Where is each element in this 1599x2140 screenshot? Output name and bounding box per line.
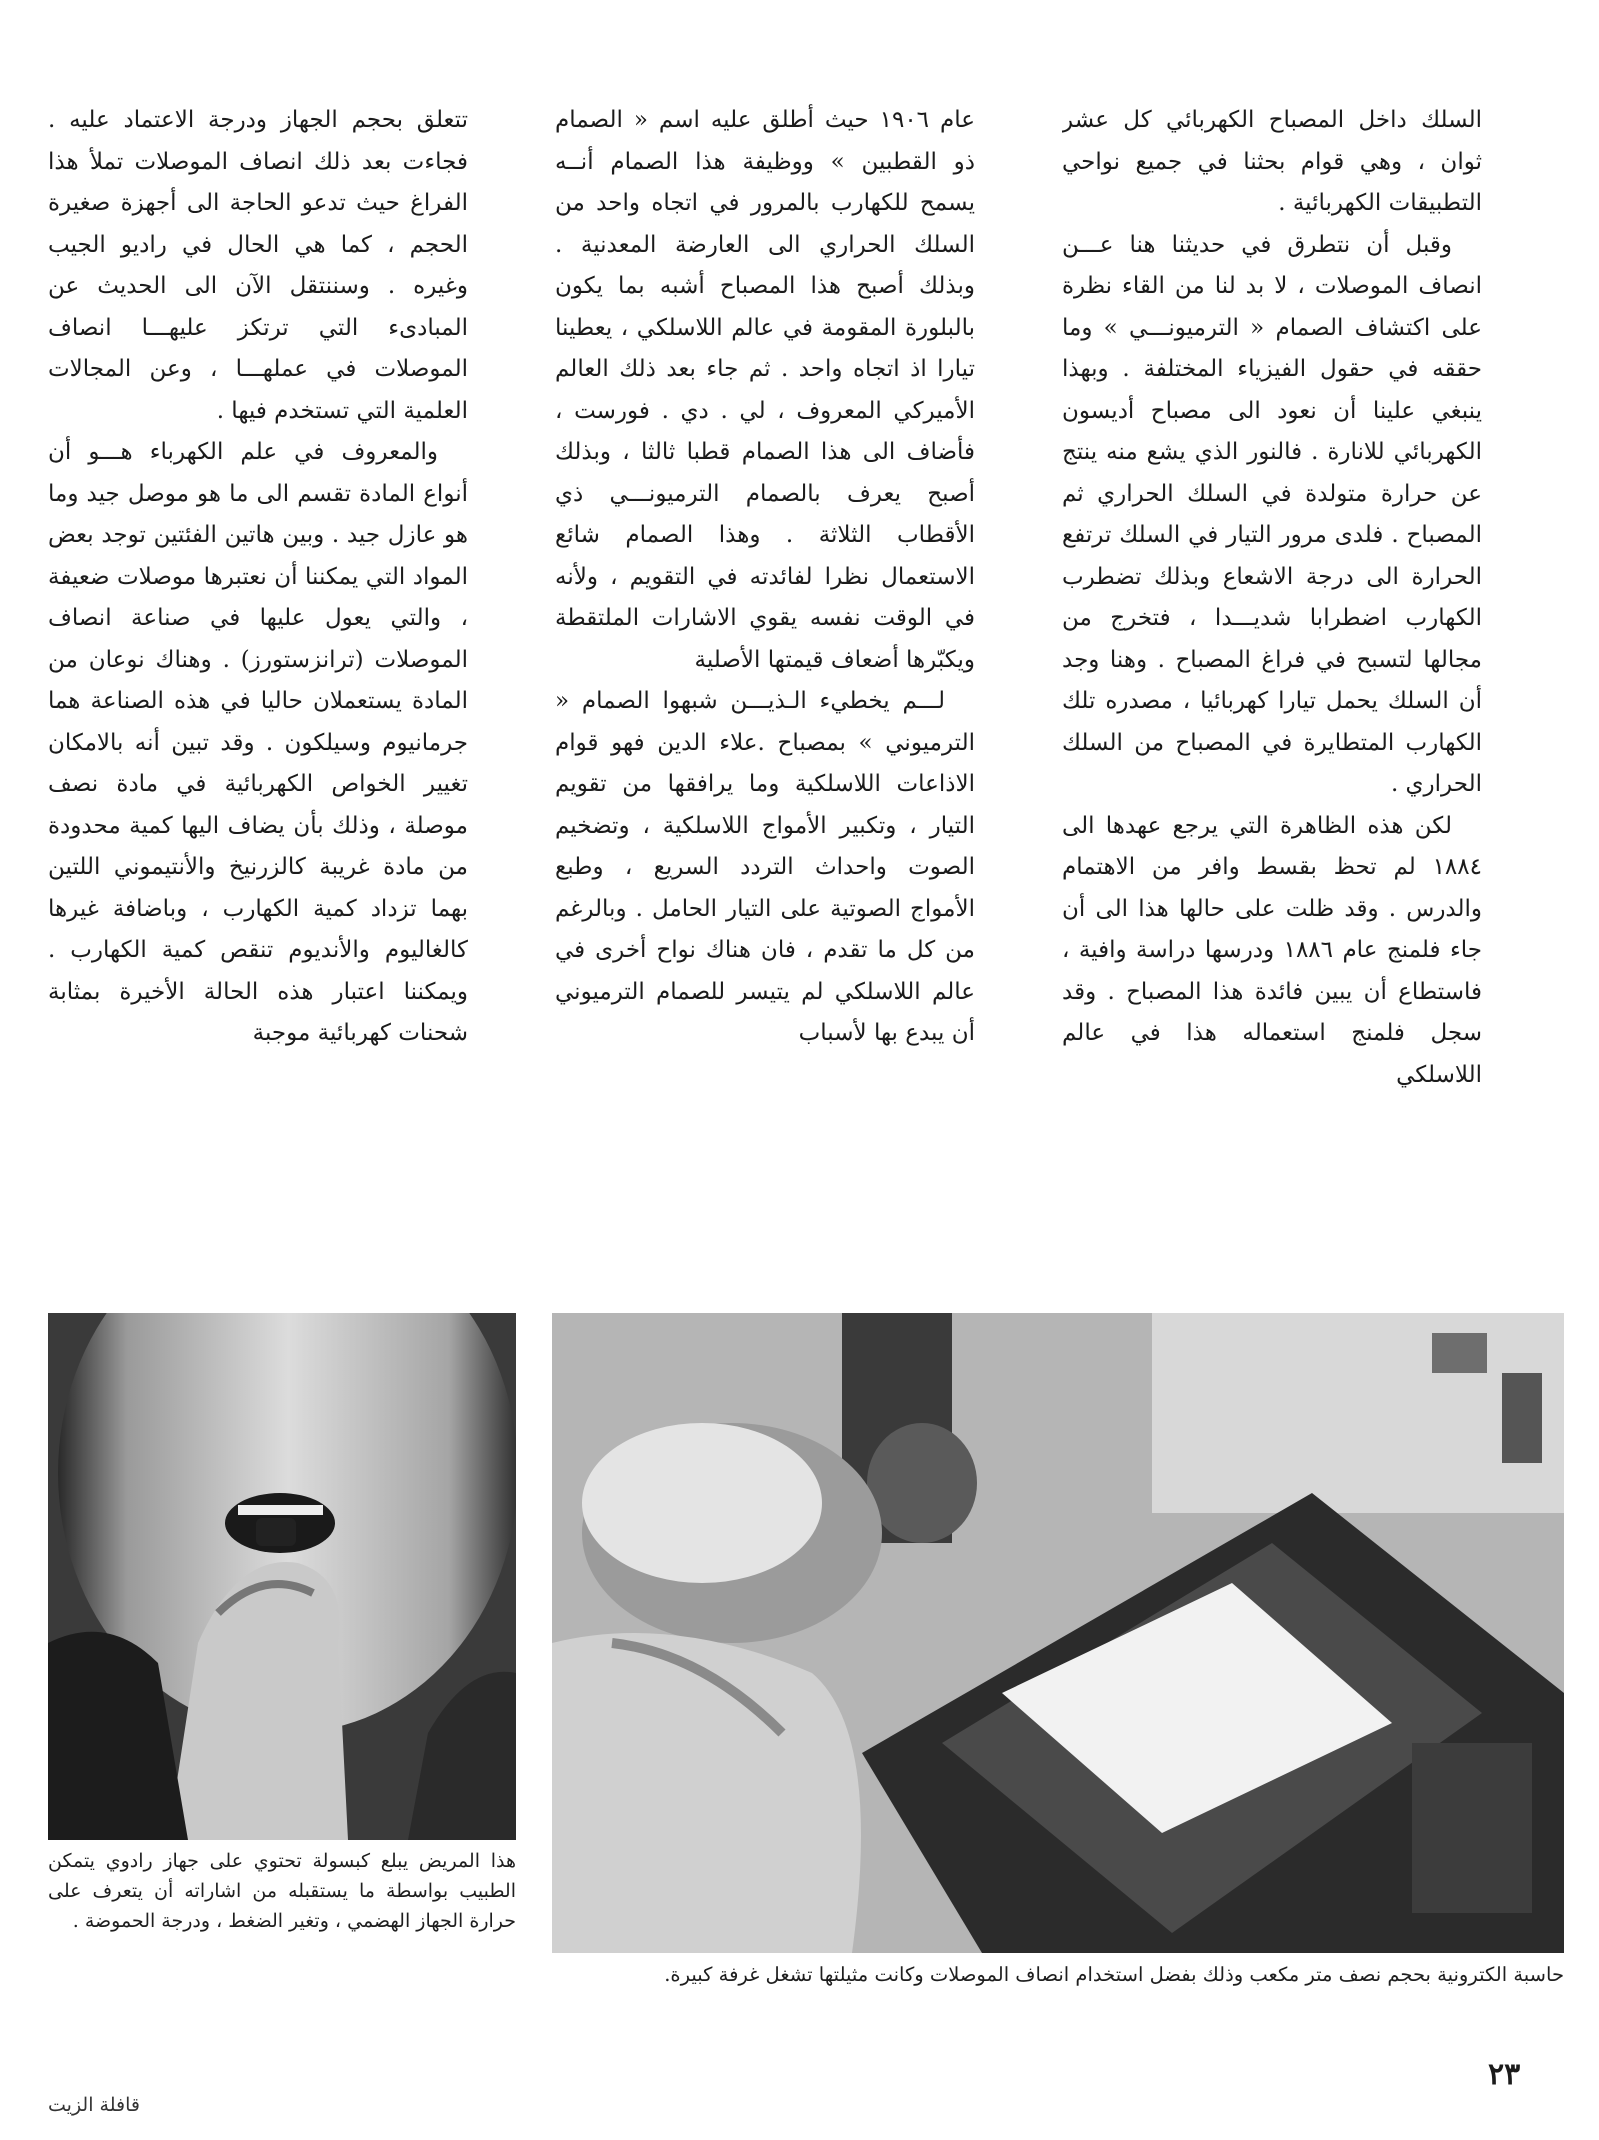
- paragraph: والمعروف في علم الكهرباء هـــو أن أنواع المادة تقسم الى ما هو موصل جيد وما هو عازل جيد . وبين هاتين الفئتين توجد بعض المواد التي يمكننا أن نعتبرها موصلات ضعيفة ، والتي يعول عليها في صناعة انصاف الموصلات (ترانزستورز) . وهناك نوعان من المادة يستعملان حاليا في هذه الصناعة هما جرمانيوم وسيلكون . وقد تبين أنه بالامكان تغيير الخواص الكهربائية في مادة نصف موصلة ، وذلك بأن يضاف اليها كمية محدودة من مادة غريبة كالزرنيخ والأنتيموني اللتين بهما تزداد كمية الكهارب ، وباضافة غيرها كالغاليوم والأنديوم تنقص كمية الكهارب . ويمكننا اعتبار هذه الحالة الأخيرة بمثابة شحنات كهربائية موجبة: [48, 439, 468, 1046]
- paragraph: تتعلق بحجم الجهاز ودرجة الاعتماد عليه . فجاءت بعد ذلك انصاف الموصلات تملأ هذا الفراغ حيث تدعو الحاجة الى أجهزة صغيرة الحجم ، كما هي الحال في راديو الجيب وغيره . وسننتقل الآن الى الحديث عن المبادىء التي ترتكز عليهـــا انصاف الموصلات في عملهـــا ، وعن المجالات العلمية التي تستخدم فيها .: [48, 107, 468, 424]
- paragraph: السلك داخل المصباح الكهربائي كل عشر ثوان ، وهي قوام بحثنا في جميع نواحي التطبيقات الكهربائية .: [1062, 107, 1482, 216]
- article-column-left: [48, 100, 468, 1230]
- paragraph: وقبل أن نتطرق في حديثنا هنا عـــن انصاف الموصلات ، لا بد لنا من القاء نظرة على اكتشاف الصمام « الترميونـــي » وما حققه في حقول الفيزياء المختلفة . وبهذا ينبغي علينا أن نعود الى مصباح أديسون الكهربائي للانارة . فالنور الذي يشع منه ينتج عن حرارة متولدة في السلك الحراري ثم المصباح . فلدى مرور التيار في السلك ترتفع الحرارة الى درجة الاشعاع وبذلك تضطرب الكهارب اضطرابا شديـــدا ، فتخرج من مجالها لتسبح في فراغ المصباح . وهنا وجد أن السلك يحمل تيارا كهربائيا ، مصدره تلك الكهارب المتطايرة في المصباح من السلك الحراري .: [1062, 231, 1482, 797]
- article-column-right: [1062, 100, 1482, 1230]
- paragraph: عام ١٩٠٦ حيث أطلق عليه اسم « الصمام ذو القطبين » ووظيفة هذا الصمام أنــه يسمح للكهارب بالمرور في اتجاه واحد من السلك الحراري الى العارضة المعدنية . وبذلك أصبح هذا المصباح أشبه بما يكون بالبلورة المقومة في عالم اللاسلكي ، يعطينا تيارا اذ اتجاه واحد . ثم جاء بعد ذلك العالم الأميركي المعروف ، لي . دي . فورست ، فأضاف الى هذا الصمام قطبا ثالثا ، وبذلك أصبح يعرف بالصمام الترميونـــي ذي الأقطاب الثلاثة . وهذا الصمام شائع الاستعمال نظرا لفائدته في التقويم ، ولأنه في الوقت نفسه يقوي الاشارات الملتقطة ويكبّرها أضعاف قيمتها الأصلية: [555, 107, 975, 673]
- magazine-name: قافلة الزيت: [48, 2094, 140, 2116]
- patient-capsule-photo: [48, 1313, 516, 1840]
- photo-caption-right: حاسبة الكترونية بحجم نصف متر مكعب وذلك بفضل استخدام انصاف الموصلات وكانت مثيلتها تشغل غرفة كبيرة.: [664, 1963, 1564, 1986]
- article-column-middle: [555, 100, 975, 1230]
- photo-caption-left: هذا المريض يبلع كبسولة تحتوي على جهاز رادوي يتمكن الطبيب بواسطة ما يستقبله من اشاراته أن يتعرف على حرارة الجهاز الهضمي ، وتغير الضغط ، ودرجة الحموضة .: [48, 1850, 516, 1932]
- paragraph: لـــم يخطيء الـذيـــن شبهوا الصمام « الترميوني » بمصباح .علاء الدين فهو قوام الاذاعات اللاسلكية وما يرافقها من تقويم التيار ، وتكبير الأمواج اللاسلكية ، وتضخيم الصوت واحداث التردد السريع ، وطبع الأمواج الصوتية على التيار الحامل . وبالرغم من كل ما تقدم ، فان هناك نواح أخرى في عالم اللاسلكي لم يتيسر للصمام الترميوني أن يبدع بها لأسباب: [555, 688, 975, 1046]
- electronic-computer-photo: [552, 1313, 1564, 1953]
- paragraph: لكن هذه الظاهرة التي يرجع عهدها الى ١٨٨٤ لم تحظ بقسط وافر من الاهتمام والدرس . وقد ظلت على حالها هذا الى أن جاء فلمنج عام ١٨٨٦ ودرسها دراسة وافية ، فاستطاع أن يبين فائدة هذا المصباح . وقد سجل فلمنج استعماله هذا في عالم اللاسلكي: [1062, 812, 1482, 1088]
- page-number: ٢٣: [1488, 2057, 1521, 2092]
